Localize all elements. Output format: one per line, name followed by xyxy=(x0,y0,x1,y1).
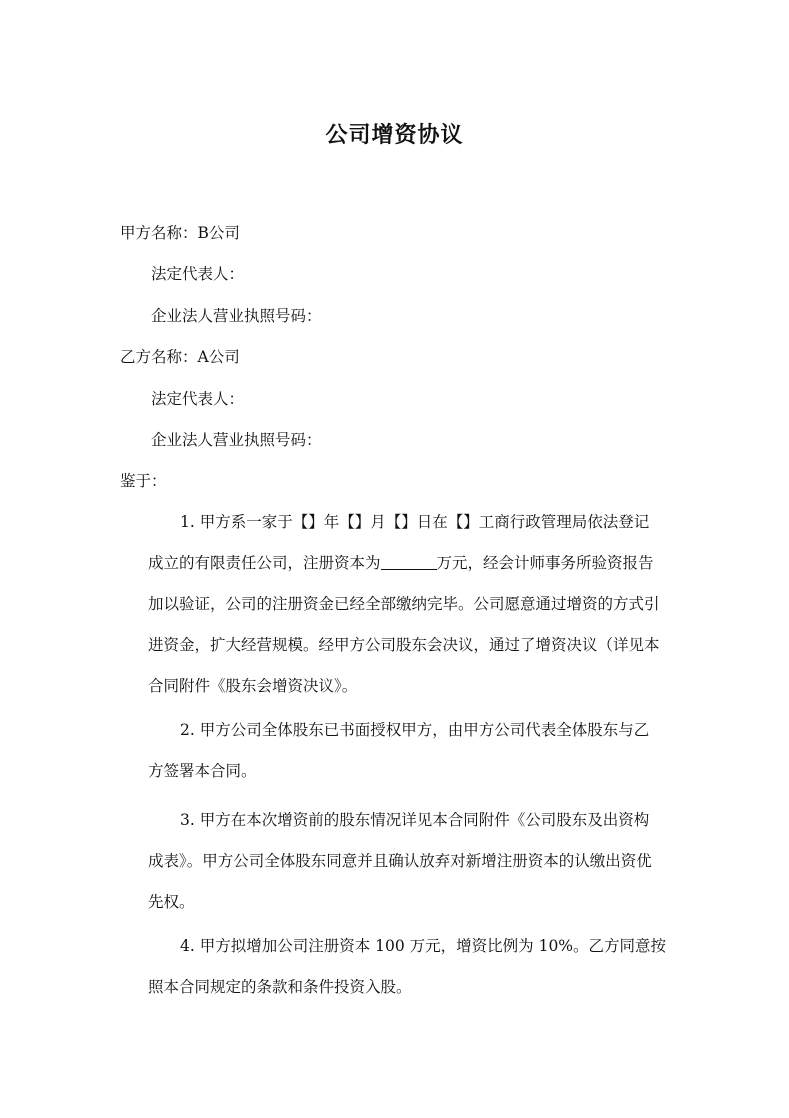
clause-1-line-2 xyxy=(148,543,672,584)
clause-3-line-3: 先权。 xyxy=(148,893,195,911)
party-a-legal-representative: 法定代表人： xyxy=(151,265,245,283)
clause-4 xyxy=(148,926,672,1008)
document-title: 公司增资协议 xyxy=(325,123,464,148)
party-b-license-number: 企业法人营业执照号码： xyxy=(151,431,322,449)
clause-1-line-1: 1. 甲方系一家于【】年【】月【】日在【】工商行政管理局依法登记 xyxy=(180,513,650,531)
party-a-license-number: 企业法人营业执照号码： xyxy=(151,307,322,325)
clause-3-line-2: 成表》。甲方公司全体股东同意并且确认放弃对新增注册资本的认缴出资优 xyxy=(148,852,652,870)
clause-1 xyxy=(148,502,672,707)
registered-capital-blank xyxy=(381,555,437,570)
clause-1-line-2-head: 成立的有限责任公司，注册资本为 xyxy=(148,554,381,572)
clause-1-line-5: 合同附件《股东会增资决议》。 xyxy=(148,677,358,695)
clause-4-line-2: 照本合同规定的条款和条件投资入股。 xyxy=(148,978,412,996)
clause-1-line-3: 加以验证，公司的注册资金已经全部缴纳完毕。公司愿意通过增资的方式引 xyxy=(148,595,660,613)
clause-4-line-1: 4. 甲方拟增加公司注册资本 100 万元，增资比例为 10%。乙方同意按 xyxy=(180,937,667,955)
party-b-name: 乙方名称：A公司 xyxy=(120,348,240,366)
clause-2-line-2: 方签署本合同。 xyxy=(148,762,257,780)
clause-3-line-1: 3. 甲方在本次增资前的股东情况详见本合同附件《公司股东及出资构 xyxy=(180,811,650,829)
party-b-legal-representative: 法定代表人： xyxy=(151,390,245,408)
party-a-name: 甲方名称：B公司 xyxy=(120,224,240,242)
clause-1-line-4: 进资金，扩大经营规模。经甲方公司股东会决议，通过了增资决议（详见本 xyxy=(148,636,660,654)
clause-2-line-1: 2. 甲方公司全体股东已书面授权甲方，由甲方公司代表全体股东与乙 xyxy=(180,721,650,739)
whereas-heading: 鉴于： xyxy=(120,472,167,490)
clause-3 xyxy=(148,800,672,923)
clause-1-line-2-tail: 万元，经会计师事务所验资报告 xyxy=(436,554,654,572)
clause-2 xyxy=(148,710,672,792)
